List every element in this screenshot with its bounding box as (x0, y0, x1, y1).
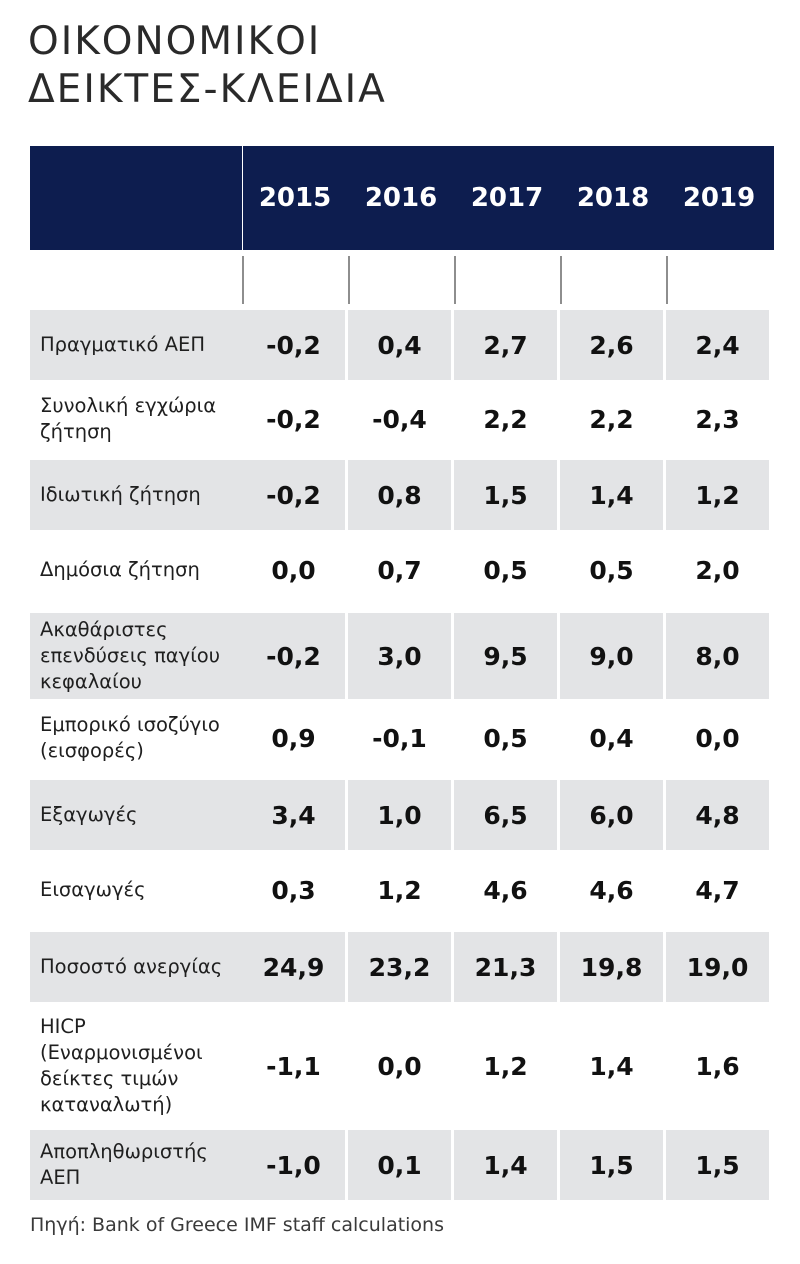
header-label-cell (30, 146, 243, 250)
value-cell-2016: 0,7 (348, 535, 451, 605)
value-cell-2019: 4,8 (666, 780, 769, 850)
table-row (30, 932, 774, 1002)
value-cell-2016: -0,4 (348, 382, 451, 456)
value-cell-2017: 1,4 (454, 1130, 557, 1200)
value-cell-2017: 1,2 (454, 1008, 557, 1124)
year-header-2017: 2017 (470, 183, 544, 213)
value-cell-2016: 0,0 (348, 1008, 451, 1124)
table-row (30, 701, 774, 775)
value-cell-2015: -0,2 (242, 460, 345, 530)
year-header-2018: 2018 (576, 183, 650, 213)
table-row (30, 535, 774, 605)
value-cell-2019: 2,0 (666, 535, 769, 605)
spacer-cell (666, 256, 771, 304)
value-cell-2016: 1,0 (348, 780, 451, 850)
value-cell-2015: -0,2 (242, 382, 345, 456)
value-cell-2018: 0,4 (560, 701, 663, 775)
spacer-cell (454, 256, 559, 304)
value-cell-2015: -1,1 (242, 1008, 345, 1124)
value-cell-2017: 2,7 (454, 310, 557, 380)
table-row (30, 460, 774, 530)
value-cell-2015: 0,0 (242, 535, 345, 605)
table-header (30, 146, 774, 250)
value-cell-2017: 1,5 (454, 460, 557, 530)
value-cell-2015: 0,3 (242, 855, 345, 925)
spacer-cell (560, 256, 665, 304)
value-cell-2016: 0,8 (348, 460, 451, 530)
value-cell-2018: 0,5 (560, 535, 663, 605)
value-cell-2018: 19,8 (560, 932, 663, 1002)
row-label: Δημόσια ζήτηση (30, 535, 242, 605)
spacer-cell (348, 256, 453, 304)
value-cell-2019: 8,0 (666, 613, 769, 699)
source-note: Πηγή: Bank of Greece IMF staff calculations (30, 1214, 445, 1236)
value-cell-2018: 2,2 (560, 382, 663, 456)
title-line-2: ΔΕΙΚΤΕΣ-ΚΛΕΙΔΙΑ (28, 67, 387, 112)
table-row (30, 855, 774, 925)
value-cell-2019: 4,7 (666, 855, 769, 925)
year-header-2019: 2019 (682, 183, 756, 213)
value-cell-2019: 1,6 (666, 1008, 769, 1124)
value-cell-2015: 0,9 (242, 701, 345, 775)
value-cell-2018: 9,0 (560, 613, 663, 699)
value-cell-2019: 0,0 (666, 701, 769, 775)
row-label: Εισαγωγές (30, 855, 242, 925)
value-cell-2015: -0,2 (242, 310, 345, 380)
row-label: Συνολική εγχώρια ζήτηση (30, 382, 242, 456)
value-cell-2017: 0,5 (454, 535, 557, 605)
row-label: Ιδιωτική ζήτηση (30, 460, 242, 530)
value-cell-2015: -1,0 (242, 1130, 345, 1200)
row-label: HICP (Εναρμονισμένοι δείκτες τιμών καταναλωτή) (30, 1008, 242, 1124)
year-header-2015: 2015 (258, 183, 332, 213)
value-cell-2017: 0,5 (454, 701, 557, 775)
value-cell-2016: 23,2 (348, 932, 451, 1002)
value-cell-2017: 9,5 (454, 613, 557, 699)
value-cell-2017: 4,6 (454, 855, 557, 925)
value-cell-2018: 6,0 (560, 780, 663, 850)
value-cell-2017: 6,5 (454, 780, 557, 850)
spacer-label-cell (30, 256, 242, 304)
title-line-1: ΟΙΚΟΝΟΜΙΚΟΙ (28, 19, 322, 64)
value-cell-2016: -0,1 (348, 701, 451, 775)
value-cell-2015: 3,4 (242, 780, 345, 850)
year-header-2016: 2016 (364, 183, 438, 213)
row-label: Εμπορικό ισοζύγιο (εισφορές) (30, 701, 242, 775)
value-cell-2018: 1,4 (560, 1008, 663, 1124)
value-cell-2018: 2,6 (560, 310, 663, 380)
value-cell-2015: -0,2 (242, 613, 345, 699)
value-cell-2019: 2,4 (666, 310, 769, 380)
value-cell-2018: 1,5 (560, 1130, 663, 1200)
value-cell-2018: 4,6 (560, 855, 663, 925)
value-cell-2017: 2,2 (454, 382, 557, 456)
row-label: Εξαγωγές (30, 780, 242, 850)
row-label: Αποπληθωριστής ΑΕΠ (30, 1130, 242, 1200)
value-cell-2018: 1,4 (560, 460, 663, 530)
row-label: Ποσοστό ανεργίας (30, 932, 242, 1002)
table-row (30, 780, 774, 850)
table-spacer-row (30, 256, 774, 304)
value-cell-2016: 0,1 (348, 1130, 451, 1200)
value-cell-2016: 0,4 (348, 310, 451, 380)
value-cell-2015: 24,9 (242, 932, 345, 1002)
table-row (30, 310, 774, 380)
table-row (30, 1130, 774, 1200)
value-cell-2019: 1,2 (666, 460, 769, 530)
value-cell-2019: 19,0 (666, 932, 769, 1002)
row-label: Πραγματικό ΑΕΠ (30, 310, 242, 380)
table-row (30, 613, 774, 699)
value-cell-2016: 3,0 (348, 613, 451, 699)
table-row (30, 1008, 774, 1124)
value-cell-2017: 21,3 (454, 932, 557, 1002)
spacer-cell (242, 256, 347, 304)
value-cell-2019: 2,3 (666, 382, 769, 456)
value-cell-2019: 1,5 (666, 1130, 769, 1200)
row-label: Ακαθάριστες επενδύσεις παγίου κεφαλαίου (30, 613, 242, 699)
page-title (28, 18, 387, 114)
table-row (30, 382, 774, 456)
value-cell-2016: 1,2 (348, 855, 451, 925)
